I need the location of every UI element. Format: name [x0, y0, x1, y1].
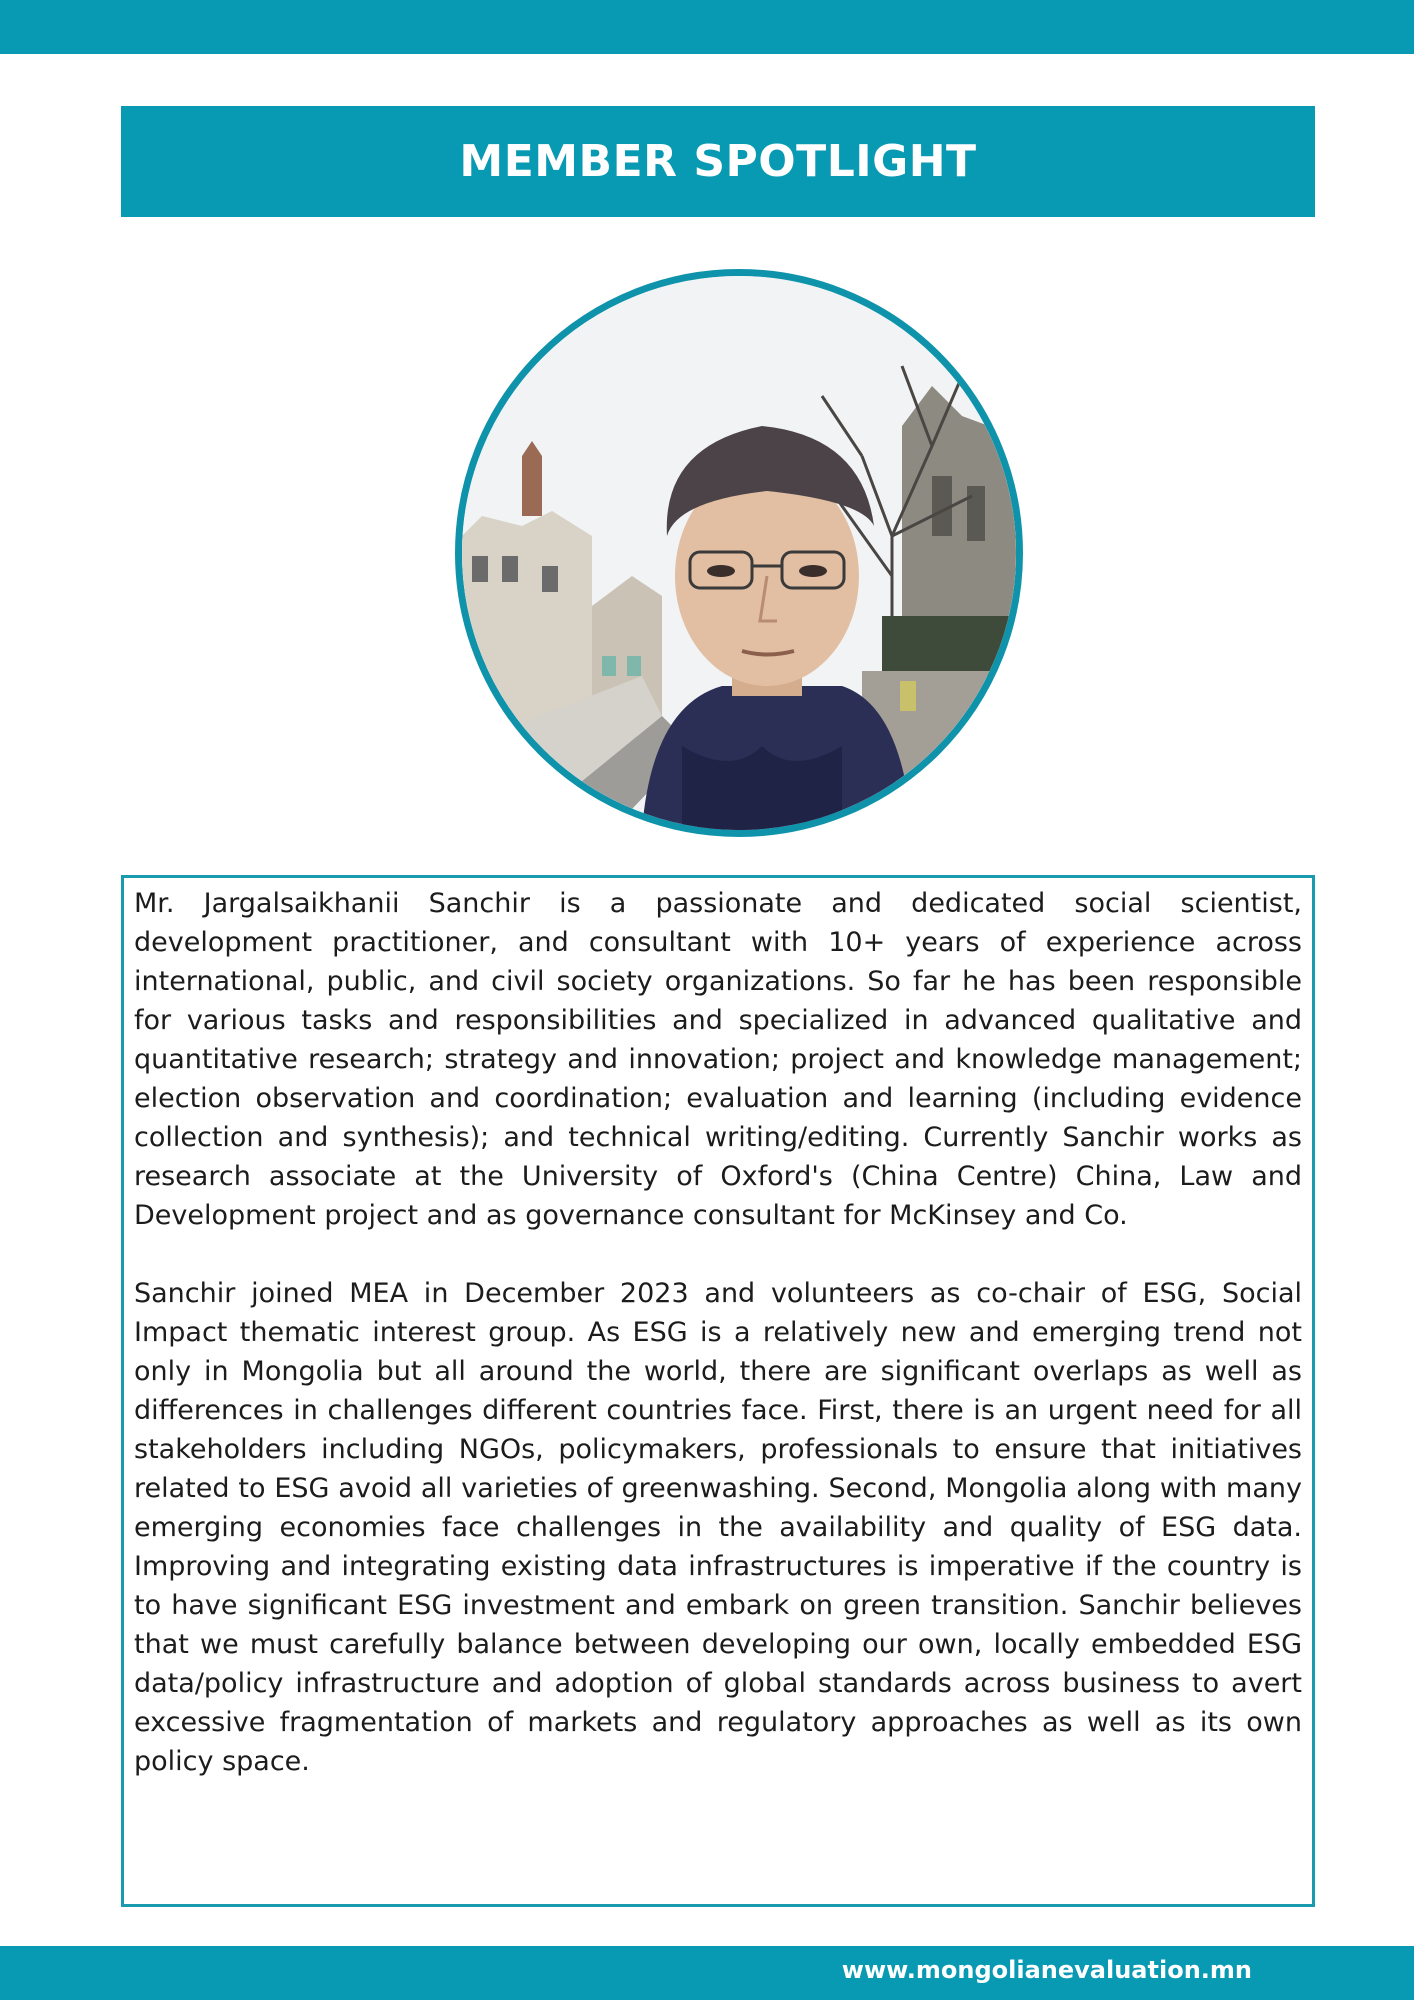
- footer-bar: [0, 1946, 1414, 2000]
- page-title: MEMBER SPOTLIGHT: [459, 136, 977, 187]
- footer-website-link[interactable]: www.mongolianevaluation.mn: [841, 1956, 1252, 1984]
- bio-paragraph-2: Sanchir joined MEA in December 2023 and volunteers as co-chair of ESG, Social Impact thematic interest group. As ESG is a relatively new and emerging trend not only in Mongolia but all around the world, there are significant overlaps as well as differences in challenges different countries face. First, there is an urgent need for all stakeholders including NGOs, policymakers, professionals to ensure that initiatives related to ESG avoid all varieties of greenwashing. Second, Mongolia along with many emerging economies face challenges in the availability and quality of ESG data. Improving and integrating existing data infrastructures is imperative if the country is to have significant ESG investment and embark on green transition. Sanchir believes that we must carefully balance between developing our own, locally embedded ESG data/policy infrastructure and adoption of global standards across business to avert excessive fragmentation of markets and regulatory approaches as well as its own policy space.: [134, 1278, 1302, 1777]
- member-photo: [455, 269, 1023, 837]
- top-accent-bar: [0, 0, 1414, 54]
- portrait-photo-icon: [462, 276, 1016, 830]
- bio-box: [121, 875, 1315, 1907]
- bio-paragraph-1: Mr. Jargalsaikhanii Sanchir is a passionate and dedicated social scientist, development practitioner, and consultant with 10+ years of experience across international, public, and civil society organizations. So far he has been responsible for various tasks and responsibilities and specialized in advanced qualitative and quantitative research; strategy and innovation; project and knowledge management; election observation and coordination; evaluation and learning (including evidence collection and synthesis); and technical writing/editing. Currently Sanchir works as research associate at the University of Oxford's (China Centre) China, Law and Development project and as governance consultant for McKinsey and Co.: [134, 888, 1302, 1231]
- title-banner: [121, 106, 1315, 217]
